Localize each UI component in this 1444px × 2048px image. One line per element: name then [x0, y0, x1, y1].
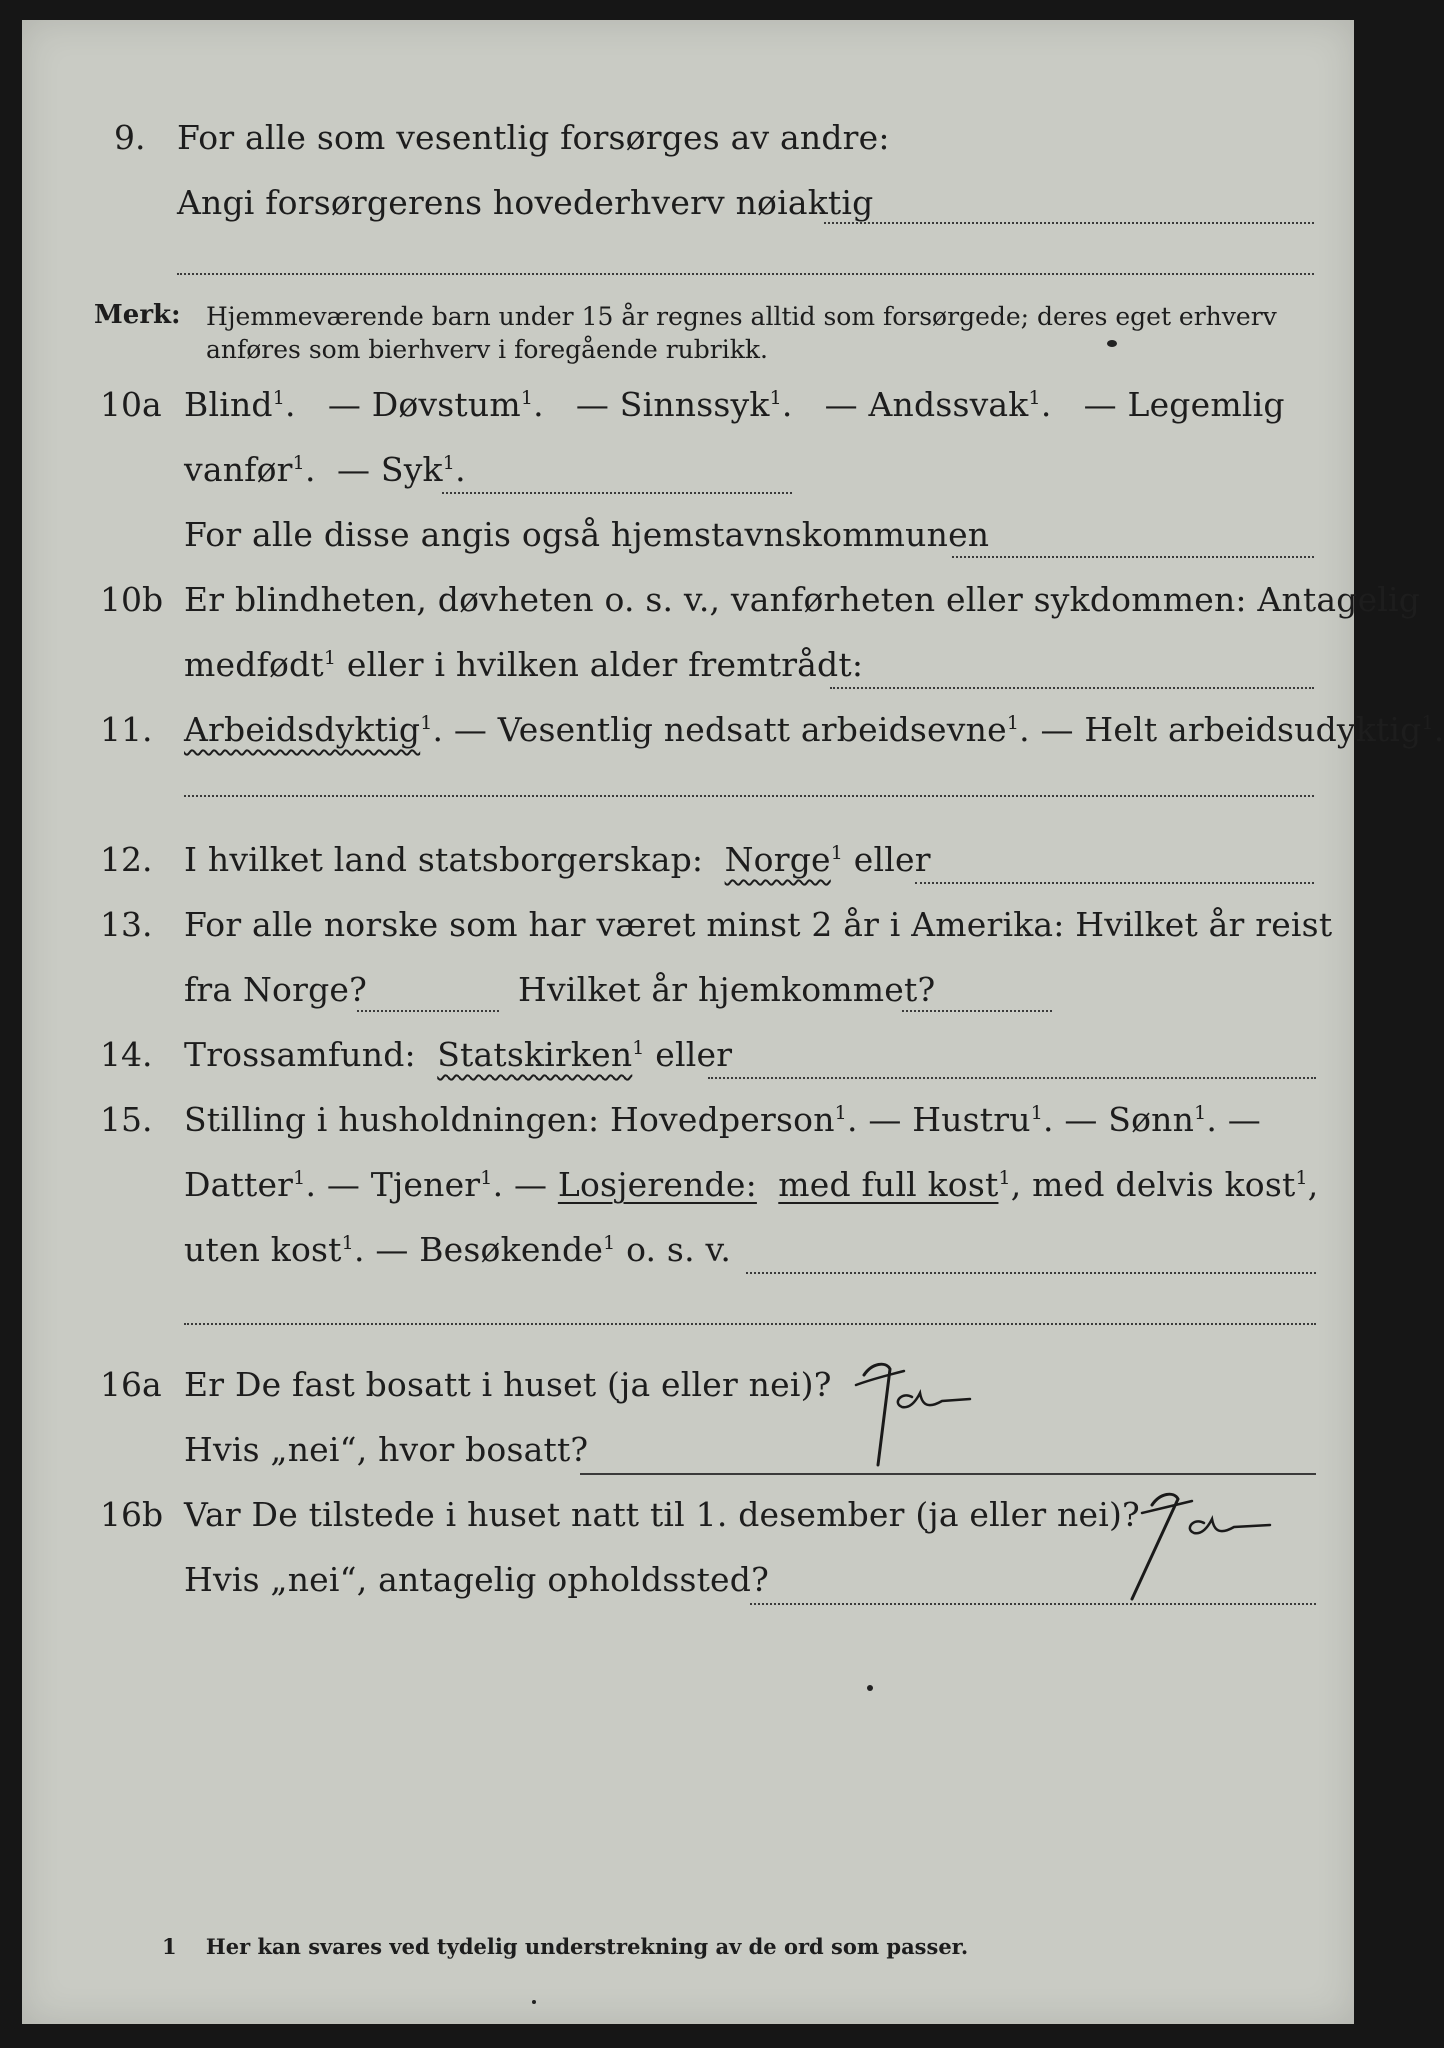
footnote-ref: 1 — [442, 452, 456, 474]
q16a-line1: Er De fast bosatt i huset (ja eller nei)? — [184, 1365, 832, 1404]
footnote-ref: 1 — [341, 1232, 354, 1254]
q15-answer-field-2[interactable] — [184, 1323, 1316, 1325]
q10a-line2: vanfør$^1$. — Syk$^1$. — [184, 450, 466, 489]
q15-dash2: — — [513, 1165, 548, 1204]
footnote-ref: 1 — [1194, 1102, 1207, 1124]
q9-number: 9. — [114, 118, 146, 157]
ink-speck — [1107, 340, 1117, 347]
q9-line2-text: Angi forsørgerens hovederhverv nøiaktig — [177, 183, 874, 222]
q11-opt-udyktig: — Helt arbeidsudyktig — [1040, 710, 1422, 749]
ja-handwriting-icon — [1112, 1475, 1282, 1605]
q15-line1: Stilling i husholdningen: Hovedperson$^1$. — Hustru$^1$. — Sønn$^1$. — — [184, 1100, 1261, 1139]
q15-answer-field[interactable] — [746, 1272, 1316, 1274]
q10b-line2 — [184, 645, 863, 684]
q14-opt-statskirken: Statskirken — [437, 1035, 633, 1074]
q16b-opholdssted-field[interactable] — [750, 1603, 1316, 1605]
q9-answer-field[interactable] — [824, 222, 1314, 224]
q10b-alder: eller i hvilken alder fremtrådt: — [346, 645, 864, 684]
q16b-line2: Hvis „nei“, antagelig opholdssted? — [184, 1560, 769, 1599]
footnote-ref: 1 — [1421, 712, 1434, 734]
q15-osv: o. s. v. — [626, 1230, 732, 1269]
q10b-medfodt: medfødt — [184, 645, 324, 684]
q10b-number: 10b — [100, 580, 164, 619]
q12-answer-field[interactable] — [915, 882, 1314, 884]
ink-speck — [867, 1685, 873, 1691]
footnote-ref: 1 — [603, 1232, 616, 1254]
q10a-opt-vanfor: vanfør — [184, 450, 293, 489]
footnote-ref: 1 — [520, 387, 534, 409]
q15-number: 15. — [100, 1100, 153, 1139]
merk-line2: anføres som bierhverv i foregående rubrikk. — [206, 335, 768, 364]
ja-handwriting-icon — [842, 1345, 992, 1475]
q15-datter: Datter — [184, 1165, 294, 1204]
q15-line3: uten kost$^1$. — Besøkende$^1$ o. s. v. — [184, 1230, 732, 1269]
q13-line1: For alle norske som har været minst 2 år i Amerika: Hvilket år reist — [184, 905, 1333, 944]
footnote-ref: 1 — [293, 1167, 306, 1189]
footnote-ref: 1 — [1028, 387, 1041, 409]
q13-number: 13. — [100, 905, 153, 944]
q16b-number: 16b — [100, 1495, 164, 1534]
footnote — [162, 1934, 968, 1959]
q11-opt-arbeidsdyktig: Arbeidsdyktig — [184, 710, 421, 749]
q9-line1: For alle som vesentlig forsørges av andre: — [177, 118, 890, 157]
q10a-hjemstavn-field[interactable] — [952, 556, 1314, 558]
q14-number: 14. — [100, 1035, 153, 1074]
footnote-ref: 1 — [323, 647, 337, 669]
q16a-handwritten-answer — [842, 1345, 992, 1475]
q9-answer-field-2[interactable] — [177, 273, 1314, 275]
footnote-ref: 1 — [769, 387, 782, 409]
footnote-text: Her kan svares ved tydelig understrekning av de ord som passer. — [205, 1934, 969, 1959]
q14-line — [184, 1035, 732, 1074]
footnote-ref: 1 — [632, 1037, 645, 1059]
q16b-line1: Var De tilstede i huset natt til 1. desember (ja eller nei)? — [184, 1495, 1140, 1534]
q10a-opt-syk: — Syk — [337, 450, 443, 489]
q9-line2 — [177, 183, 873, 222]
q11-answer-field[interactable] — [184, 795, 1314, 797]
q10b-line1: Er blindheten, døvheten o. s. v., vanførheten eller sykdommen: Antagelig — [184, 580, 1421, 619]
q10a-opt-legemlig: — Legemlig — [1083, 385, 1285, 424]
q11-number: 11. — [100, 710, 153, 749]
footnote-ref: 1 — [1006, 712, 1020, 734]
q14-text: Trossamfund: — [184, 1035, 416, 1074]
q10a-number: 10a — [100, 385, 162, 424]
q12-text: I hvilket land statsborgerskap: — [184, 840, 704, 879]
q13-hjemkommet-field[interactable] — [902, 1010, 1052, 1012]
q12-number: 12. — [100, 840, 153, 879]
q14-answer-field[interactable] — [708, 1077, 1316, 1079]
q10a-opt-blind: Blind — [184, 385, 273, 424]
footnote-ref: 1 — [830, 842, 844, 864]
q11-opt-nedsatt: — Vesentlig nedsatt arbeidsevne — [453, 710, 1007, 749]
merk-line1: Hjemmeværende barn under 15 år regnes alltid som forsørgede; deres eget erhverv — [206, 302, 1277, 331]
footnote-mark: 1 — [162, 1934, 177, 1959]
footnote-ref: 1 — [998, 1167, 1011, 1189]
q15-dash: — — [1227, 1100, 1261, 1139]
q10a-opt-dovstum: — Døvstum — [327, 385, 521, 424]
footnote-ref: 1 — [1030, 1102, 1043, 1124]
q10a-line3: For alle disse angis også hjemstavnskommunen — [184, 515, 990, 554]
q15-sonn: — Sønn — [1064, 1100, 1195, 1139]
q12-opt-norge: Norge — [724, 840, 831, 879]
q10a-opt-sinnssyk: — Sinnssyk — [575, 385, 770, 424]
q13-line2a: fra Norge? — [184, 970, 368, 1009]
q15-hovedperson: Stilling i husholdningen: Hovedperson — [184, 1100, 835, 1139]
q13-reist-field[interactable] — [357, 1010, 499, 1012]
q12-eller: eller — [853, 840, 931, 879]
q12-line — [184, 840, 931, 879]
q16a-line2: Hvis „nei“, hvor bosatt? — [184, 1430, 589, 1469]
q15-uten-kost: uten kost — [184, 1230, 342, 1269]
q15-besokende: — Besøkende — [375, 1230, 604, 1269]
q15-delvis-kost: , med delvis kost — [1010, 1165, 1296, 1204]
q15-tjener: — Tjener — [326, 1165, 481, 1204]
census-form-page — [22, 20, 1444, 2024]
q15-hustru: — Hustru — [868, 1100, 1031, 1139]
q10a-answer-field[interactable] — [442, 492, 792, 494]
q16a-number: 16a — [100, 1365, 162, 1404]
footnote-ref: 1 — [292, 452, 305, 474]
q15-losjerende: Losjerende: — [557, 1165, 757, 1204]
footnote-ref: 1 — [1295, 1167, 1308, 1189]
footnote-ref: 1 — [272, 387, 286, 409]
q15-line2: Datter$^1$. — Tjener$^1$. — Losjerende: med full kost$^1$, med delvis kost$^1$, — [184, 1165, 1319, 1204]
q10b-answer-field[interactable] — [830, 687, 1314, 689]
footnote-ref: 1 — [420, 712, 433, 734]
q13-line2b: Hvilket år hjemkommet? — [518, 970, 936, 1009]
ink-speck — [532, 2000, 536, 2004]
footnote-ref: 1 — [834, 1102, 847, 1124]
q11-line: Arbeidsdyktig$^1$. — Vesentlig nedsatt arbeidsevne$^1$. — Helt arbeidsudyktig$^1$. — [184, 710, 1444, 749]
q10a-opt-andssvak: — Andssvak — [824, 385, 1029, 424]
q15-med-full-kost: med full kost — [778, 1165, 999, 1204]
q15-comma: , — [1307, 1165, 1319, 1204]
q16b-handwritten-answer — [1112, 1475, 1282, 1605]
footnote-ref: 1 — [480, 1167, 493, 1189]
q10a-line1: Blind$^1$. — Døvstum$^1$. — Sinnssyk$^1$. — Andssvak$^1$. — Legemlig — [184, 385, 1285, 424]
q14-eller: eller — [655, 1035, 733, 1074]
merk-label: Merk: — [94, 300, 181, 330]
